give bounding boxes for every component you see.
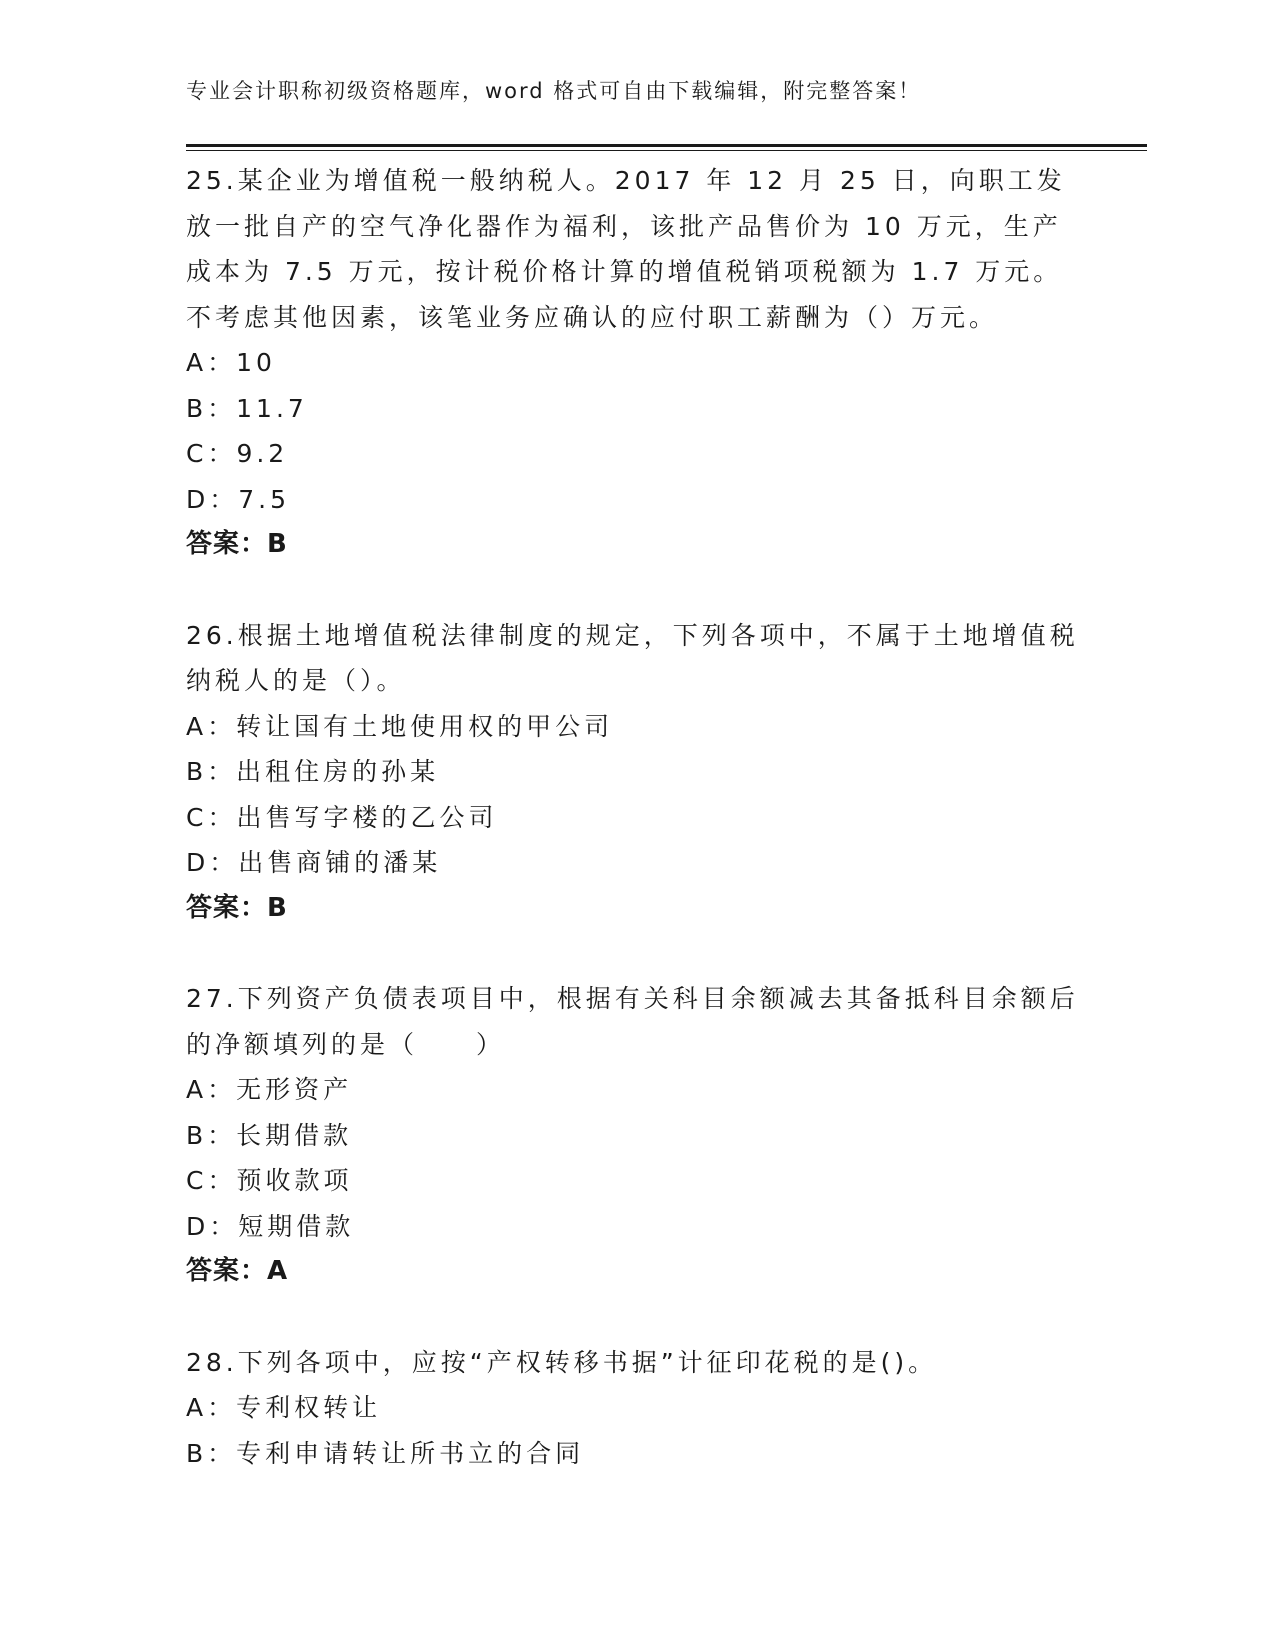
question-stem: 27.下列资产负债表项目中，根据有关科目余额减去其备抵科目余额后的净额填列的是（ ） xyxy=(186,984,1079,1059)
question-stem: 28.下列各项中，应按“产权转移书据”计征印花税的是()。 xyxy=(186,1347,938,1377)
question-list xyxy=(186,158,1086,1521)
answer-label: 答案：B xyxy=(186,892,288,923)
option-d: D：7.5 xyxy=(186,484,291,514)
question-26 xyxy=(186,613,1086,932)
option-d: D：出售商铺的潘某 xyxy=(186,848,442,877)
question-25 xyxy=(186,158,1086,568)
option-a: A：转让国有土地使用权的甲公司 xyxy=(186,711,614,741)
answer-label: 答案：A xyxy=(186,1256,289,1286)
question-stem: 25.某企业为增值税一般纳税人。2017 年 12 月 25 日，向职工发放一批自产的空气净化器作为福利，该批产品售价为 10 万元，生产成本为 7.5 万元，按计税价格计算的增值税销项税额为 1.7 万元。不考虑其他因素，该笔业务应确认的应付职工薪酬为（）万元。 xyxy=(186,166,1066,332)
answer-label: 答案：B xyxy=(186,529,288,559)
option-a: A：无形资产 xyxy=(186,1075,353,1104)
option-d: D：短期借款 xyxy=(186,1211,355,1241)
header-rule-thick xyxy=(186,144,1147,147)
option-b: B：长期借款 xyxy=(186,1120,353,1150)
header-rule-thin xyxy=(186,150,1147,151)
question-28 xyxy=(186,1340,1086,1477)
header-note: 专业会计职称初级资格题库，word 格式可自由下载编辑，附完整答案！ xyxy=(186,79,922,103)
option-c: C：出售写字楼的乙公司 xyxy=(186,802,498,832)
option-b: B：专利申请转让所书立的合同 xyxy=(186,1438,585,1468)
question-stem: 26.根据土地增值税法律制度的规定，下列各项中，不属于土地增值税纳税人的是（）。 xyxy=(186,620,1079,695)
option-c: C：预收款项 xyxy=(186,1166,353,1195)
option-a: A：专利权转让 xyxy=(186,1393,382,1422)
option-b: B：11.7 xyxy=(186,393,308,423)
option-a: A：10 xyxy=(186,348,276,377)
option-b: B：出租住房的孙某 xyxy=(186,757,440,786)
question-27 xyxy=(186,976,1086,1295)
option-c: C：9.2 xyxy=(186,439,289,468)
